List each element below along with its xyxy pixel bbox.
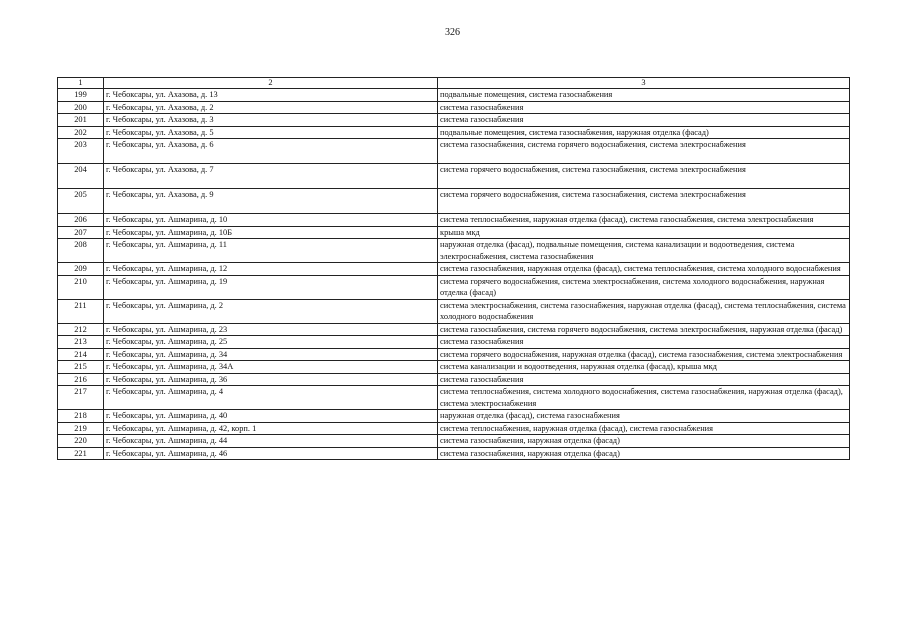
- table-row: [58, 189, 850, 214]
- systems-cell: система теплоснабжения, система холодного водоснабжения, система газоснабжения, наружная отделка (фасад), система электроснабжения: [438, 386, 850, 410]
- address-cell: г. Чебоксары, ул. Ашмарина, д. 10Б: [104, 226, 438, 239]
- address-cell: г. Чебоксары, ул. Ашмарина, д. 42, корп. 1: [104, 422, 438, 435]
- address-cell: г. Чебоксары, ул. Ашмарина, д. 46: [104, 447, 438, 460]
- address-cell: г. Чебоксары, ул. Ахазова, д. 13: [104, 89, 438, 102]
- systems-cell: система газоснабжения, система горячего водоснабжения, система электроснабжения, наружная отделка (фасад): [438, 323, 850, 336]
- systems-cell: система канализации и водоотведения, наружная отделка (фасад), крыша мкд: [438, 361, 850, 374]
- table-row: [58, 239, 850, 263]
- systems-cell: система горячего водоснабжения, наружная отделка (фасад), система газоснабжения, система электроснабжения: [438, 348, 850, 361]
- row-number-cell: 211: [58, 299, 104, 323]
- systems-cell: система газоснабжения, наружная отделка (фасад), система теплоснабжения, система холодного водоснабжения: [438, 263, 850, 276]
- row-number-cell: 221: [58, 447, 104, 460]
- systems-cell: система теплоснабжения, наружная отделка (фасад), система газоснабжения, система электроснабжения: [438, 214, 850, 227]
- row-number-cell: 216: [58, 373, 104, 386]
- address-cell: г. Чебоксары, ул. Ашмарина, д. 36: [104, 373, 438, 386]
- row-number-cell: 220: [58, 435, 104, 448]
- table-row: [58, 89, 850, 102]
- row-number-cell: 212: [58, 323, 104, 336]
- address-cell: г. Чебоксары, ул. Ашмарина, д. 19: [104, 275, 438, 299]
- address-cell: г. Чебоксары, ул. Ашмарина, д. 34: [104, 348, 438, 361]
- address-cell: г. Чебоксары, ул. Ашмарина, д. 40: [104, 410, 438, 423]
- row-number-cell: 209: [58, 263, 104, 276]
- systems-cell: система электроснабжения, система газоснабжения, наружная отделка (фасад), система теплоснабжения, система холодного водоснабжения: [438, 299, 850, 323]
- row-number-cell: 201: [58, 114, 104, 127]
- row-number-cell: 203: [58, 139, 104, 164]
- systems-cell: система газоснабжения, система горячего водоснабжения, система электроснабжения: [438, 139, 850, 164]
- address-cell: г. Чебоксары, ул. Ашмарина, д. 10: [104, 214, 438, 227]
- table-header-row: [58, 78, 850, 89]
- table-row: [58, 263, 850, 276]
- table-body: [58, 78, 850, 460]
- row-number-cell: 210: [58, 275, 104, 299]
- systems-cell: система газоснабжения, наружная отделка (фасад): [438, 435, 850, 448]
- column-header-address: 2: [104, 78, 438, 89]
- row-number-cell: 208: [58, 239, 104, 263]
- table-row: [58, 139, 850, 164]
- table-row: [58, 361, 850, 374]
- row-number-cell: 218: [58, 410, 104, 423]
- table-row: [58, 386, 850, 410]
- column-header-systems: 3: [438, 78, 850, 89]
- row-number-cell: 200: [58, 101, 104, 114]
- systems-cell: наружная отделка (фасад), подвальные помещения, система канализации и водоотведения, система электроснабжения, система газоснабжения: [438, 239, 850, 263]
- table-row: [58, 275, 850, 299]
- table-row: [58, 323, 850, 336]
- systems-cell: система газоснабжения: [438, 336, 850, 349]
- table-row: [58, 226, 850, 239]
- systems-cell: подвальные помещения, система газоснабжения: [438, 89, 850, 102]
- row-number-cell: 207: [58, 226, 104, 239]
- building-systems-table: [57, 77, 850, 460]
- row-number-cell: 215: [58, 361, 104, 374]
- systems-cell: наружная отделка (фасад), система газоснабжения: [438, 410, 850, 423]
- row-number-cell: 205: [58, 189, 104, 214]
- table-row: [58, 422, 850, 435]
- systems-cell: подвальные помещения, система газоснабжения, наружная отделка (фасад): [438, 126, 850, 139]
- address-cell: г. Чебоксары, ул. Ахазова, д. 6: [104, 139, 438, 164]
- address-cell: г. Чебоксары, ул. Ашмарина, д. 23: [104, 323, 438, 336]
- row-number-cell: 206: [58, 214, 104, 227]
- systems-cell: система горячего водоснабжения, система газоснабжения, система электроснабжения: [438, 189, 850, 214]
- row-number-cell: 213: [58, 336, 104, 349]
- table-row: [58, 410, 850, 423]
- row-number-cell: 217: [58, 386, 104, 410]
- address-cell: г. Чебоксары, ул. Ашмарина, д. 25: [104, 336, 438, 349]
- table-row: [58, 126, 850, 139]
- table-row: [58, 101, 850, 114]
- address-cell: г. Чебоксары, ул. Ахазова, д. 5: [104, 126, 438, 139]
- address-cell: г. Чебоксары, ул. Ахазова, д. 7: [104, 164, 438, 189]
- systems-cell: система газоснабжения: [438, 373, 850, 386]
- systems-cell: крыша мкд: [438, 226, 850, 239]
- systems-cell: система газоснабжения: [438, 101, 850, 114]
- row-number-cell: 202: [58, 126, 104, 139]
- table-row: [58, 214, 850, 227]
- table-row: [58, 373, 850, 386]
- address-cell: г. Чебоксары, ул. Ахазова, д. 9: [104, 189, 438, 214]
- column-header-number: 1: [58, 78, 104, 89]
- row-number-cell: 204: [58, 164, 104, 189]
- row-number-cell: 199: [58, 89, 104, 102]
- systems-cell: система горячего водоснабжения, система газоснабжения, система электроснабжения: [438, 164, 850, 189]
- row-number-cell: 219: [58, 422, 104, 435]
- address-cell: г. Чебоксары, ул. Ашмарина, д. 4: [104, 386, 438, 410]
- row-number-cell: 214: [58, 348, 104, 361]
- address-cell: г. Чебоксары, ул. Ашмарина, д. 44: [104, 435, 438, 448]
- address-cell: г. Чебоксары, ул. Ахазова, д. 3: [104, 114, 438, 127]
- table-row: [58, 348, 850, 361]
- systems-cell: система газоснабжения, наружная отделка (фасад): [438, 447, 850, 460]
- address-cell: г. Чебоксары, ул. Ашмарина, д. 12: [104, 263, 438, 276]
- address-cell: г. Чебоксары, ул. Ахазова, д. 2: [104, 101, 438, 114]
- table-row: [58, 164, 850, 189]
- table-row: [58, 435, 850, 448]
- page-number: 326: [445, 27, 460, 38]
- systems-cell: система теплоснабжения, наружная отделка (фасад), система газоснабжения: [438, 422, 850, 435]
- address-cell: г. Чебоксары, ул. Ашмарина, д. 2: [104, 299, 438, 323]
- table-row: [58, 299, 850, 323]
- systems-cell: система газоснабжения: [438, 114, 850, 127]
- address-cell: г. Чебоксары, ул. Ашмарина, д. 11: [104, 239, 438, 263]
- address-cell: г. Чебоксары, ул. Ашмарина, д. 34А: [104, 361, 438, 374]
- table-row: [58, 336, 850, 349]
- table-row: [58, 114, 850, 127]
- table-row: [58, 447, 850, 460]
- systems-cell: система горячего водоснабжения, система электроснабжения, система холодного водоснабжения, наружная отделка (фасад): [438, 275, 850, 299]
